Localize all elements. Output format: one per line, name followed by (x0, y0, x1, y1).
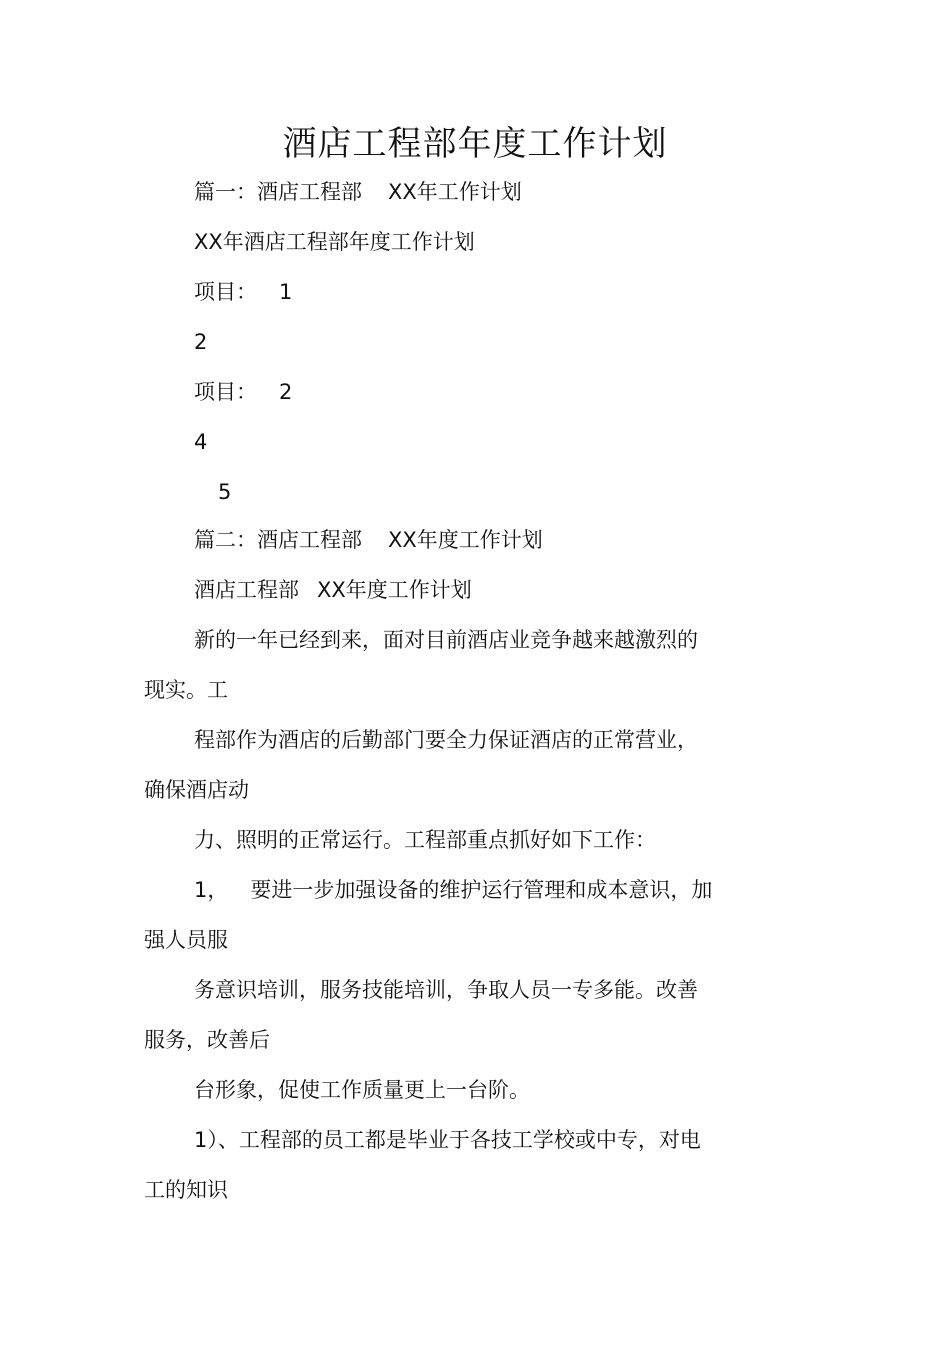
paragraph-4-line-2: 强人员服 (144, 928, 228, 952)
paragraph-7-line-1: 1）、工程部的员工都是毕业于各技工学校或中专，对电 (194, 1128, 701, 1152)
paragraph-6: 台形象，促使工作质量更上一台阶。 (194, 1078, 530, 1102)
list-number: 1， (194, 878, 229, 902)
subheading-1: XX年酒店工程部年度工作计划 (194, 230, 475, 254)
section-heading-1-suffix: XX年工作计划 (388, 180, 522, 204)
item-value: 2 (279, 380, 293, 404)
paragraph-5-line-1: 务意识培训，服务技能培训，争取人员一专多能。改善 (194, 978, 698, 1002)
section-heading-1 (194, 177, 522, 207)
item-label: 项目： (194, 280, 257, 304)
section-heading-2-prefix: 篇二：酒店工程部 (194, 528, 362, 552)
list-text: 要进一步加强设备的维护运行管理和成本意识，加 (250, 878, 713, 902)
item-line-1 (194, 277, 292, 307)
paragraph-7-line-2: 工的知识 (144, 1178, 228, 1202)
subheading-2-suffix: XX年度工作计划 (317, 578, 472, 602)
number-line-4: 4 (194, 430, 208, 454)
item-value: 1 (279, 280, 293, 304)
section-heading-1-prefix: 篇一：酒店工程部 (194, 180, 362, 204)
section-heading-2-suffix: XX年度工作计划 (388, 528, 543, 552)
paragraph-3: 力、照明的正常运行。工程部重点抓好如下工作： (194, 828, 656, 852)
number-line-5: 5 (218, 480, 232, 504)
paragraph-1-line-1: 新的一年已经到来，面对目前酒店业竞争越来越激烈的 (194, 628, 698, 652)
item-line-2 (194, 377, 292, 407)
paragraph-2-line-2: 确保酒店动 (144, 778, 249, 802)
paragraph-2-line-1: 程部作为酒店的后勤部门要全力保证酒店的正常营业， (194, 728, 698, 752)
subheading-2 (194, 575, 472, 605)
paragraph-5-line-2: 服务，改善后 (144, 1028, 270, 1052)
item-label: 项目： (194, 380, 257, 404)
section-heading-2 (194, 525, 543, 555)
subheading-2-prefix: 酒店工程部 (194, 578, 299, 602)
paragraph-4-line-1 (194, 875, 712, 905)
document-title: 酒店工程部年度工作计划 (282, 124, 668, 164)
number-line-2: 2 (194, 330, 208, 354)
paragraph-1-line-2: 现实。工 (144, 678, 228, 702)
